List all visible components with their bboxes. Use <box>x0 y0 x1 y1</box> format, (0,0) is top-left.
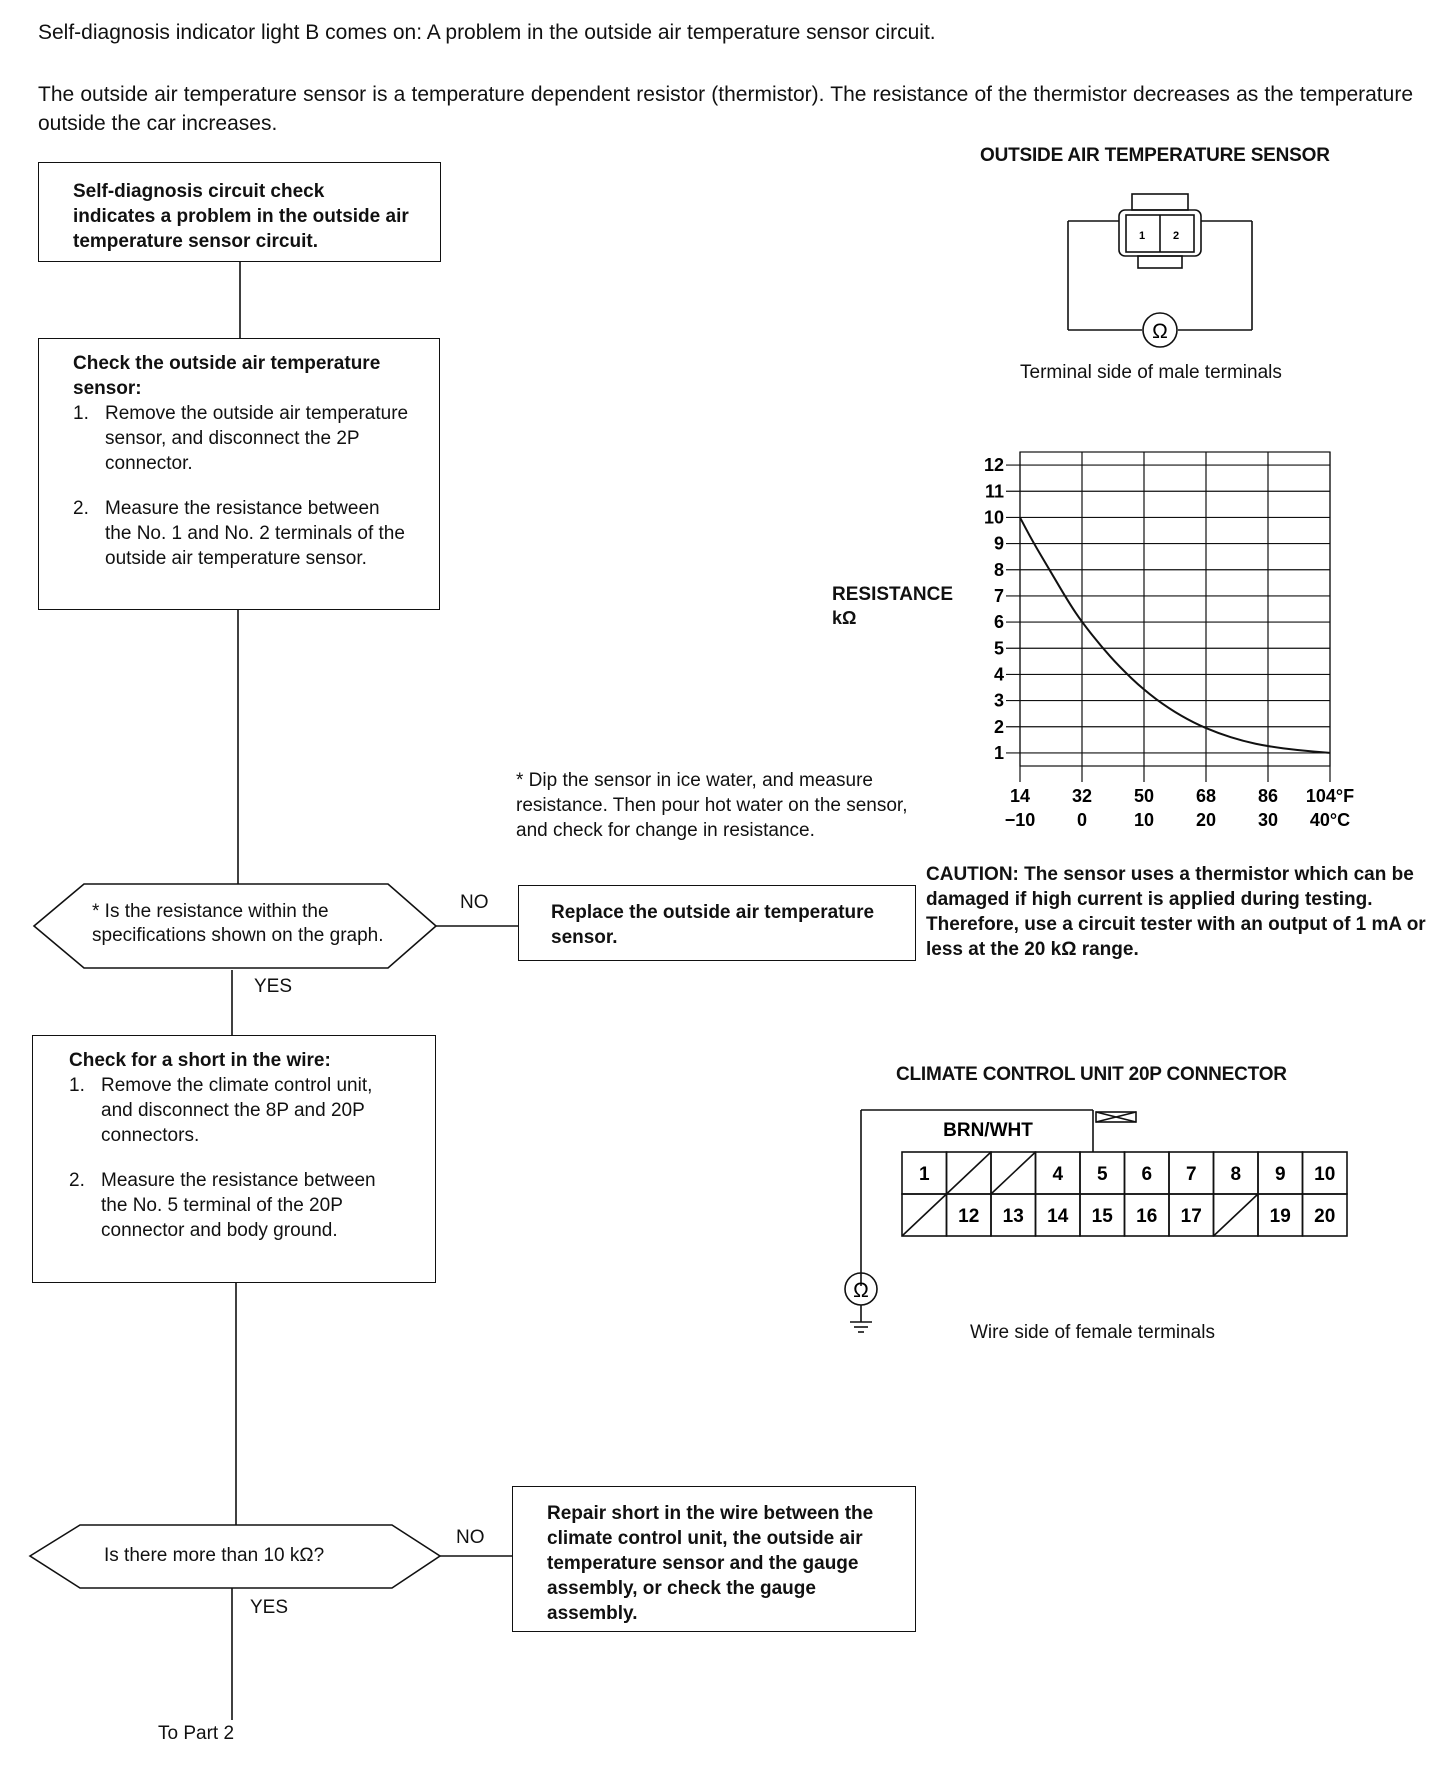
connector-pin-label: 10 <box>1314 1164 1336 1185</box>
resistance-chart <box>960 436 1380 846</box>
sensor-title: OUTSIDE AIR TEMPERATURE SENSOR <box>980 145 1330 166</box>
decision1-yes-label: YES <box>254 976 293 997</box>
replace-sensor-box <box>518 885 916 961</box>
connector-pin-label: 8 <box>1230 1164 1242 1185</box>
chart-y-tick: 8 <box>993 559 1004 580</box>
chart-x-tick-f: 68 <box>1195 786 1217 806</box>
connector-pin-blank-slash <box>1214 1194 1259 1236</box>
chart-x-tick-c: 30 <box>1257 810 1279 830</box>
connector-caption: Wire side of female terminals <box>970 1322 1215 1343</box>
connector-pin-label: 16 <box>1136 1206 1158 1227</box>
connector-pin-label: 6 <box>1141 1164 1153 1185</box>
repair-short-box <box>512 1486 916 1632</box>
chart-x-tick-f: 86 <box>1257 786 1279 806</box>
connector-pin-label: 14 <box>1047 1206 1069 1227</box>
chart-x-tick-c: 0 <box>1076 810 1088 830</box>
dip-note: * Dip the sensor in ice water, and measure resistance. Then pour hot water on the sensor, and check for change in resistance. <box>516 770 908 841</box>
connector-pin-label: 1 <box>918 1164 930 1185</box>
chart-ylabel-unit: kΩ <box>832 608 857 628</box>
check-sensor-step-2: 2. Measure the resistance between the No. 1 and No. 2 terminals of the outside air temperature sensor. <box>73 498 405 569</box>
start-box-text: Self-diagnosis circuit check indicates a problem in the outside air temperature sensor circuit. <box>73 181 409 252</box>
connector-pin-label: 20 <box>1314 1206 1336 1227</box>
check-short-steps <box>69 1073 405 1243</box>
connector-pin-label: 12 <box>958 1206 980 1227</box>
repair-short-text: Repair short in the wire between the climate control unit, the outside air temperature sensor and the gauge assembly, or check the gauge assembly. <box>547 1503 874 1624</box>
sensor-connector-base <box>1138 256 1182 268</box>
check-sensor-steps <box>73 401 411 571</box>
decision1-text: * Is the resistance within the specifications shown on the graph. <box>92 901 384 946</box>
connector-ohm-symbol: Ω <box>853 1279 869 1302</box>
chart-y-tick: 10 <box>983 507 1004 528</box>
wire-label: BRN/WHT <box>943 1120 1033 1141</box>
chart-ylabel: RESISTANCE <box>832 584 954 605</box>
chart-y-tick: 9 <box>993 533 1004 554</box>
sensor-ohm-symbol: Ω <box>1152 320 1168 343</box>
chart-y-tick: 1 <box>993 742 1004 763</box>
check-short-box <box>32 1035 436 1283</box>
connector-pin-label: 15 <box>1091 1206 1113 1227</box>
decision1-no-label: NO <box>460 892 489 913</box>
check-sensor-step-1: 1. Remove the outside air temperature sensor, and disconnect the 2P connector. <box>73 403 409 474</box>
chart-y-tick: 7 <box>993 585 1004 606</box>
chart-x-tick-c: 20 <box>1195 810 1217 830</box>
connector-pin-label: 5 <box>1096 1164 1108 1185</box>
replace-sensor-text: Replace the outside air temperature sensor. <box>551 902 875 948</box>
chart-frame <box>1020 452 1330 766</box>
chart-x-tick-c: −10 <box>1004 810 1036 830</box>
check-short-heading: Check for a short in the wire: <box>69 1050 331 1071</box>
intro-line2: The outside air temperature sensor is a temperature dependent resistor (thermistor). The resistance of the thermistor decreases as the temperature outside the car increases. <box>38 83 1413 135</box>
decision2-no-label: NO <box>456 1527 485 1548</box>
check-sensor-box <box>38 338 440 610</box>
chart-x-tick-f: 50 <box>1133 786 1155 806</box>
to-part2: To Part 2 <box>158 1723 235 1744</box>
sensor-connector-latch <box>1132 194 1188 210</box>
chart-x-tick-f: 32 <box>1071 786 1093 806</box>
caution-text: CAUTION: The sensor uses a thermistor which can be damaged if high current is applied during testing. Therefore, use a circuit tester with an output of 1 mA or less at the 20 kΩ range. <box>926 864 1426 960</box>
chart-y-tick: 12 <box>983 455 1004 476</box>
sensor-pin-1: 1 <box>1138 230 1146 242</box>
connector-diagram <box>826 1104 1366 1344</box>
decision2-yes-label: YES <box>250 1597 289 1618</box>
sensor-pin-2: 2 <box>1172 230 1180 242</box>
check-short-step-1: 1. Remove the climate control unit, and disconnect the 8P and 20P connectors. <box>69 1075 373 1146</box>
sensor-connector-diagram <box>1060 188 1270 348</box>
chart-x-tick-c: 10 <box>1133 810 1155 830</box>
connector-pin-blank-slash <box>947 1152 992 1194</box>
connector-pin-label: 17 <box>1180 1206 1202 1227</box>
chart-y-tick: 3 <box>993 690 1004 711</box>
decision2-text: Is there more than 10 kΩ? <box>104 1545 325 1566</box>
check-sensor-heading: Check the outside air temperature sensor: <box>73 353 381 399</box>
connector-pin-label: 9 <box>1274 1164 1286 1185</box>
connector-pin-label: 7 <box>1185 1164 1197 1185</box>
chart-y-tick: 4 <box>993 664 1004 685</box>
sensor-caption: Terminal side of male terminals <box>1020 362 1282 383</box>
connector-pin-label: 4 <box>1052 1164 1064 1185</box>
check-short-step-2: 2. Measure the resistance between the No. 5 terminal of the 20P connector and body ground. <box>69 1170 376 1241</box>
chart-x-tick-f: 104°F <box>1305 786 1355 806</box>
chart-y-tick: 6 <box>993 612 1004 633</box>
connector-pin-label: 13 <box>1002 1206 1024 1227</box>
connector-pin-blank-slash <box>902 1194 947 1236</box>
chart-y-tick: 11 <box>984 481 1004 502</box>
chart-y-tick: 5 <box>993 638 1004 659</box>
connector-title: CLIMATE CONTROL UNIT 20P CONNECTOR <box>896 1064 1287 1085</box>
connector-pin-blank-slash <box>991 1152 1036 1194</box>
chart-x-tick-f: 14 <box>1009 786 1031 806</box>
chart-x-tick-c: 40°C <box>1309 810 1351 830</box>
resistance-curve <box>1020 517 1330 752</box>
start-box <box>38 162 441 262</box>
chart-y-tick: 2 <box>993 716 1004 737</box>
connector-pin-label: 19 <box>1269 1206 1291 1227</box>
intro-line1: Self-diagnosis indicator light B comes on: A problem in the outside air temperature sensor circuit. <box>38 21 936 44</box>
